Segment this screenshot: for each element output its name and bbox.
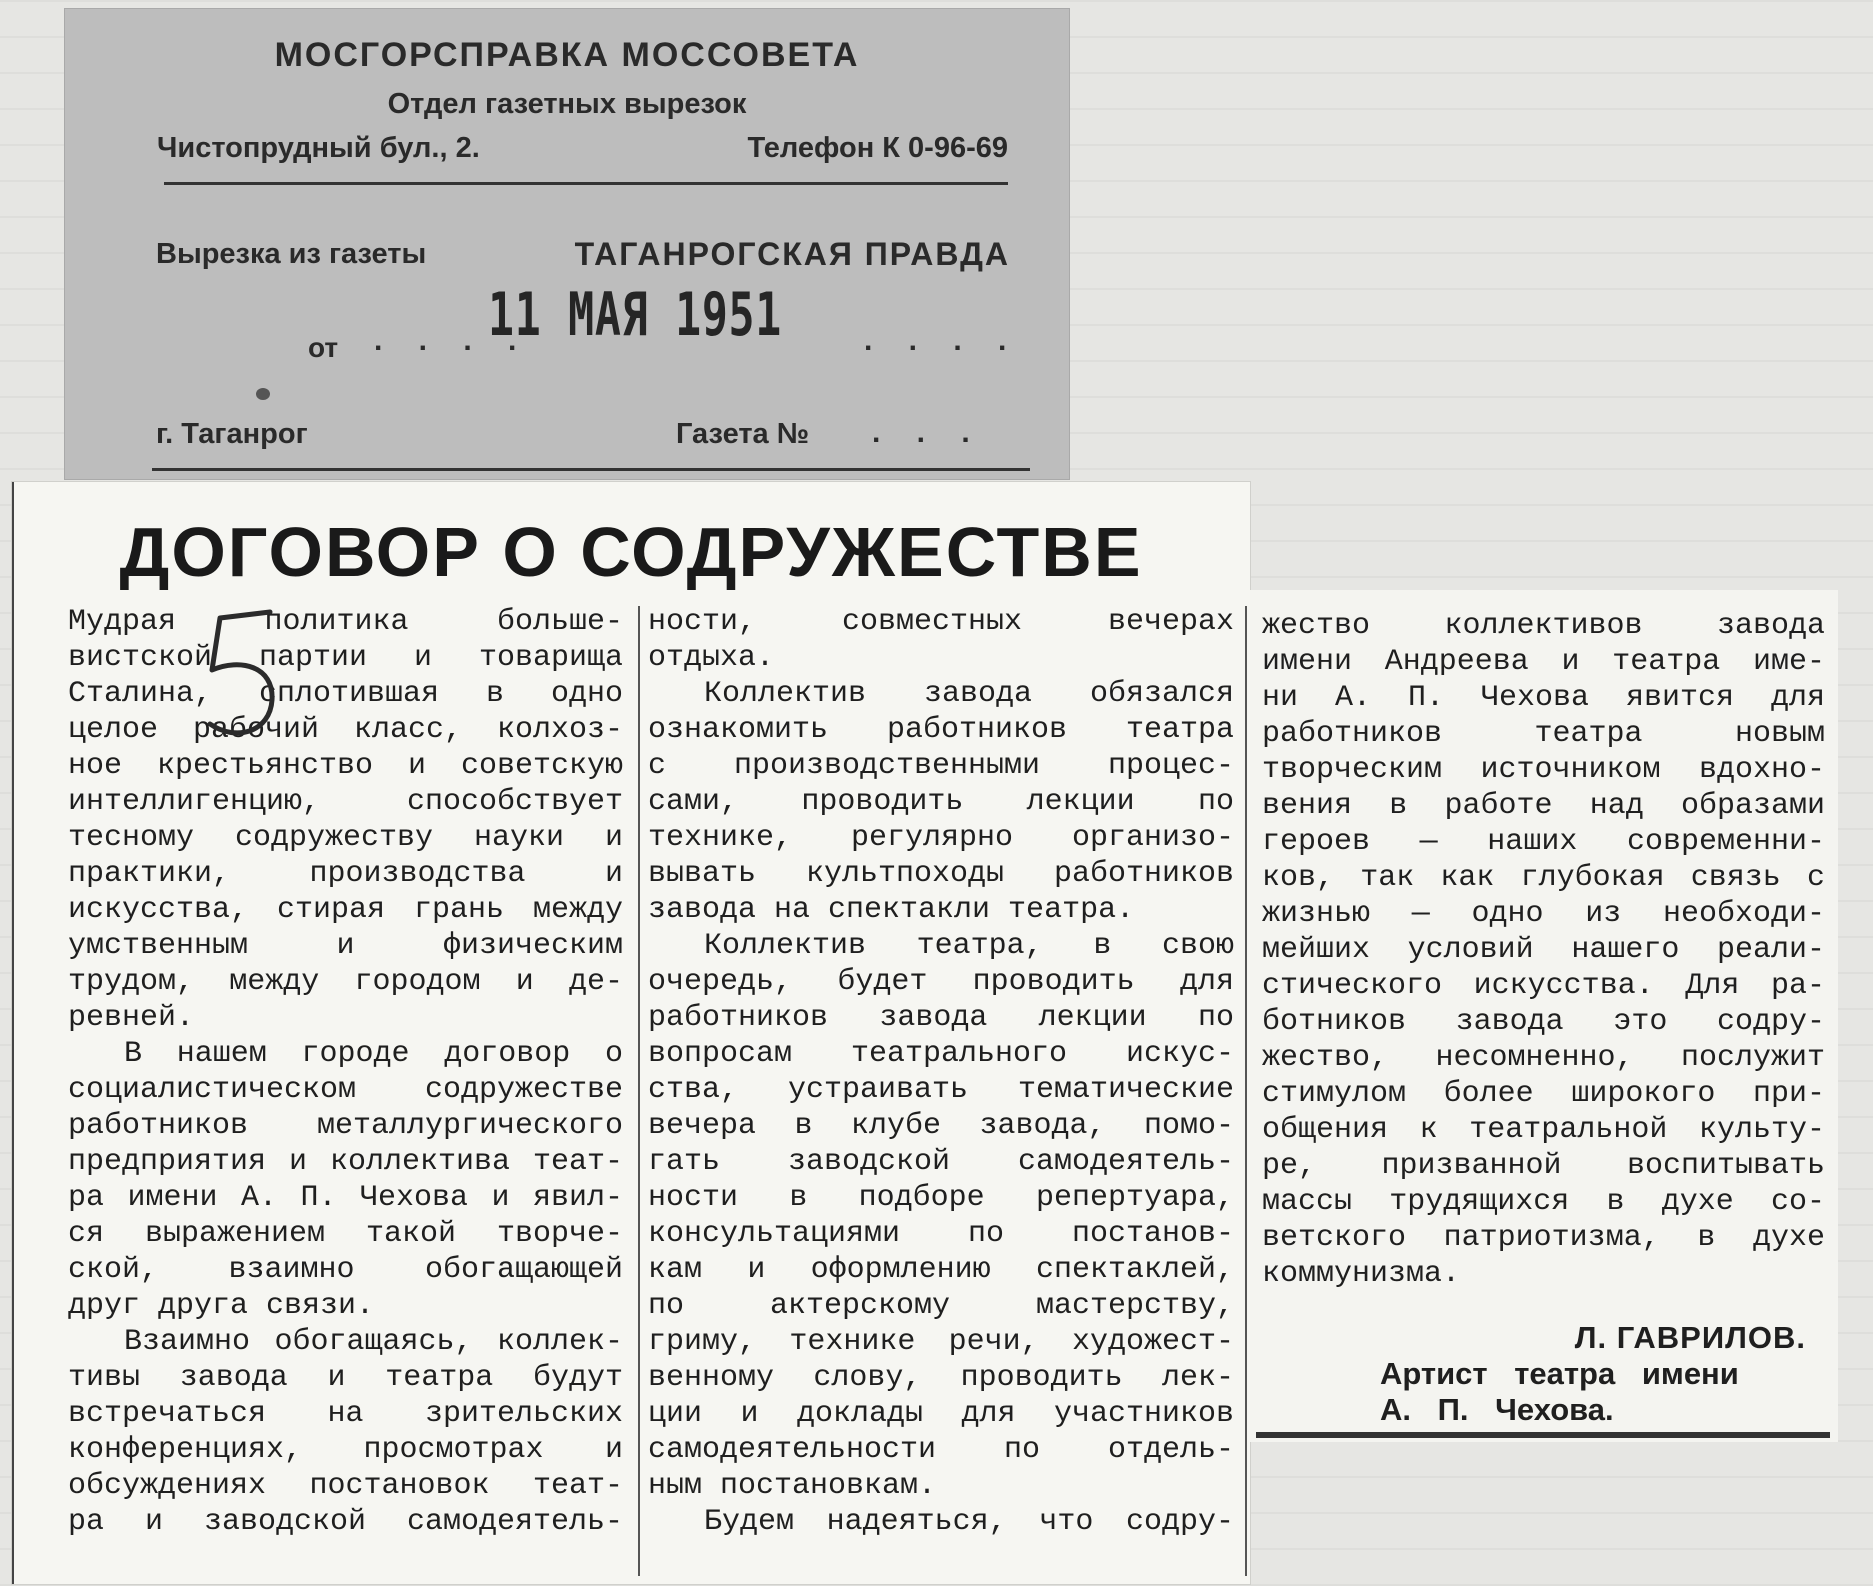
text-line: жизнью — одно из необходи-	[1262, 897, 1825, 931]
text-line: жество коллективов завода	[1262, 609, 1825, 643]
article-continuation	[1250, 590, 1838, 1442]
text-line: умственным и физическим	[68, 929, 623, 963]
text-line: работников металлургического	[68, 1109, 623, 1143]
label-address: Чистопрудный бул., 2.	[157, 132, 480, 164]
author-name: Л. ГАВРИЛОВ.	[1574, 1320, 1806, 1355]
column-divider	[638, 606, 640, 1576]
text-line: очередь, будет проводить для	[648, 965, 1234, 999]
text-line: Взаимно обогащаясь, коллек-	[124, 1325, 623, 1359]
text-line: отдыха.	[648, 641, 775, 675]
text-line: кам и оформлению спектаклей,	[648, 1253, 1234, 1287]
text-line: трудом, между городом и де-	[68, 965, 623, 999]
text-line: сами, проводить лекции по	[648, 785, 1234, 819]
text-line: с производственными процес-	[648, 749, 1234, 783]
text-line: жество, несомненно, послужит	[1262, 1041, 1825, 1075]
text-line: предприятия и коллектива теат-	[68, 1145, 623, 1179]
author-role-theatre: А. П. Чехова.	[1380, 1392, 1614, 1427]
text-line: имени Андреева и театра име-	[1262, 645, 1825, 679]
article-signature	[1250, 1320, 1806, 1428]
text-line: венному слову, проводить лек-	[648, 1361, 1234, 1395]
column-divider	[1245, 606, 1247, 1576]
text-line: творческим источником вдохно-	[1262, 753, 1825, 787]
article-clipping	[12, 482, 1250, 1584]
text-line: мейших условий нашего реали-	[1262, 933, 1825, 967]
text-line: ности, совместных вечерах	[648, 605, 1234, 639]
article-headline: ДОГОВОР О СОДРУЖЕСТВЕ	[119, 513, 1143, 591]
label-divider	[164, 182, 1008, 185]
text-line: Мудрая политика больше-	[68, 605, 623, 639]
text-line: гать заводской самодеятель-	[648, 1145, 1234, 1179]
text-line: Будем надеяться, что содру-	[704, 1505, 1234, 1539]
text-line: общения к театральной культу-	[1262, 1113, 1825, 1147]
label-date-dots: . . . .	[374, 324, 531, 357]
ink-speck	[256, 388, 270, 400]
text-line: вистской партии и товарища	[68, 641, 623, 675]
text-line: ное крестьянство и советскую	[68, 749, 623, 783]
text-line: стимулом более широкого при-	[1262, 1077, 1825, 1111]
text-line: гриму, технике речи, художест-	[648, 1325, 1234, 1359]
text-line: интеллигенцию, способствует	[68, 785, 623, 819]
label-department: Отдел газетных вырезок	[387, 88, 747, 120]
label-date-dots-trailing: . . . .	[864, 324, 1021, 357]
text-line: ра имени А. П. Чехова и явил-	[68, 1181, 623, 1215]
text-line: друг друга связи.	[68, 1289, 375, 1323]
text-line: массы трудящихся в духе со-	[1262, 1185, 1825, 1219]
text-line: Сталина, сплотившая в одно	[68, 677, 623, 711]
text-line: тивы завода и театра будут	[68, 1361, 623, 1395]
continuation-bottom-rule	[1256, 1432, 1830, 1438]
text-line: встречаться на зрительских	[68, 1397, 623, 1431]
text-line: социалистическом содружестве	[68, 1073, 623, 1107]
text-line: технике, регулярно организо-	[648, 821, 1234, 855]
text-line: по актерскому мастерству,	[648, 1289, 1234, 1323]
text-line: ным постановкам.	[648, 1469, 937, 1503]
text-line: ра и заводской самодеятель-	[68, 1505, 623, 1539]
text-line: ков, так как глубокая связь с	[1262, 861, 1825, 895]
text-line: ской, взаимно обогащающей	[68, 1253, 623, 1287]
label-phone: Телефон К 0-96-69	[747, 132, 1008, 164]
label-clip-from: Вырезка из газеты	[156, 238, 427, 270]
article-column-1	[68, 604, 623, 1540]
text-line: работников театра новым	[1262, 717, 1825, 751]
label-organization: МОСГОРСПРАВКА МОССОВЕТА	[274, 36, 860, 74]
article-column-3	[1262, 608, 1825, 1292]
text-line: ветского патриотизма, в духе	[1262, 1221, 1825, 1255]
author-role: Артист театра имени	[1380, 1356, 1739, 1391]
text-line: ся выражением такой творче-	[68, 1217, 623, 1251]
text-line: Коллектив театра, в свою	[704, 929, 1234, 963]
text-line: вения в работе над образами	[1262, 789, 1825, 823]
text-line: ни А. П. Чехова явится для	[1262, 681, 1825, 715]
text-line: вечера в клубе завода, помо-	[648, 1109, 1234, 1143]
text-line: работников завода лекции по	[648, 1001, 1234, 1035]
text-line: стического искусства. Для ра-	[1262, 969, 1825, 1003]
text-line: вопросам театрального искус-	[648, 1037, 1234, 1071]
text-line: ботников завода это содру-	[1262, 1005, 1825, 1039]
text-line: героев — наших современни-	[1262, 825, 1825, 859]
text-line: конференциях, просмотрах и	[68, 1433, 623, 1467]
text-line: целое рабочий класс, колхоз-	[68, 713, 623, 747]
text-line: тесному содружеству науки и	[68, 821, 623, 855]
text-line: практики, производства и	[68, 857, 623, 891]
text-line: коммунизма.	[1262, 1257, 1461, 1291]
text-line: ре, призванной воспитывать	[1262, 1149, 1825, 1183]
label-city: г. Таганрог	[156, 418, 308, 450]
text-line: обсуждениях постановок теат-	[68, 1469, 623, 1503]
text-line: искусства, стирая грань между	[68, 893, 623, 927]
text-line: консультациями по постанов-	[648, 1217, 1234, 1251]
text-line: ревней.	[68, 1001, 195, 1035]
text-line: Коллектив завода обязался	[704, 677, 1234, 711]
text-line: ства, устраивать тематические	[648, 1073, 1234, 1107]
label-number-dots: . . .	[872, 416, 984, 449]
text-line: завода на спектакли театра.	[648, 893, 1135, 927]
label-newspaper-name: ТАГАНРОГСКАЯ ПРАВДА	[574, 236, 1010, 272]
stamped-date: 11 МАЯ 1951	[488, 280, 783, 350]
text-line: вывать культпоходы работников	[648, 857, 1234, 891]
text-line: ности в подборе репертуара,	[648, 1181, 1234, 1215]
clipping-edge	[12, 482, 14, 1584]
label-date-prefix: от	[308, 332, 339, 363]
clipping-service-label	[64, 8, 1070, 480]
article-column-2	[648, 604, 1234, 1540]
label-bottom-rule	[152, 468, 1030, 471]
text-line: ции и доклады для участников	[648, 1397, 1234, 1431]
label-gazeta-number: Газета №	[676, 418, 810, 450]
handwritten-number-mark	[200, 600, 290, 750]
text-line: ознакомить работников театра	[648, 713, 1234, 747]
text-line: В нашем городе договор о	[124, 1037, 623, 1071]
text-line: самодеятельности по отдель-	[648, 1433, 1234, 1467]
